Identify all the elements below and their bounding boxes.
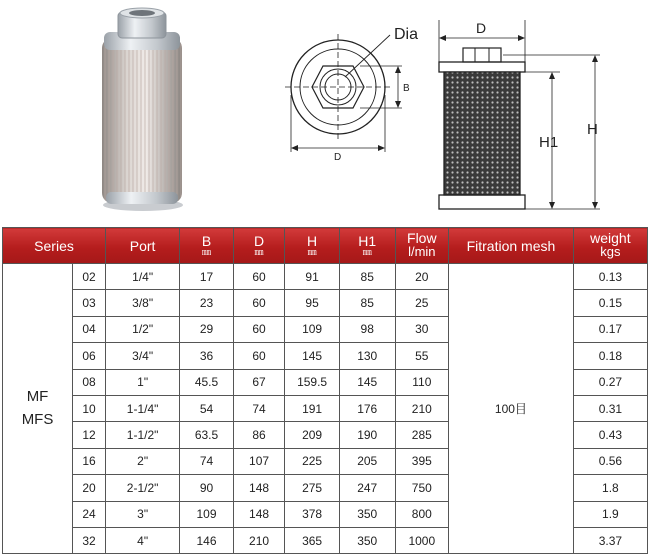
cell-flow: 110 bbox=[395, 369, 449, 395]
cell-d: 60 bbox=[233, 343, 285, 369]
cell-weight: 0.27 bbox=[573, 369, 647, 395]
cell-weight: 0.43 bbox=[573, 422, 647, 448]
cell-weight: 0.17 bbox=[573, 316, 647, 342]
table-body bbox=[3, 264, 648, 554]
cell-d: 60 bbox=[233, 290, 285, 316]
cell-flow: 55 bbox=[395, 343, 449, 369]
filter-figures bbox=[0, 0, 650, 225]
cell-h1: 176 bbox=[339, 395, 395, 421]
cell-b: 29 bbox=[180, 316, 234, 342]
cell-port: 3/4" bbox=[106, 343, 180, 369]
cell-b: 36 bbox=[180, 343, 234, 369]
cell-weight: 0.13 bbox=[573, 264, 647, 290]
cell-code: 24 bbox=[73, 501, 106, 527]
specification-table bbox=[2, 227, 648, 554]
cell-b: 45.5 bbox=[180, 369, 234, 395]
cell-port: 4" bbox=[106, 527, 180, 553]
cell-code: 16 bbox=[73, 448, 106, 474]
cell-flow: 750 bbox=[395, 475, 449, 501]
cell-code: 12 bbox=[73, 422, 106, 448]
cell-h1: 85 bbox=[339, 264, 395, 290]
cell-d: 148 bbox=[233, 475, 285, 501]
cell-b: 63.5 bbox=[180, 422, 234, 448]
cell-h1: 190 bbox=[339, 422, 395, 448]
cell-flow: 210 bbox=[395, 395, 449, 421]
table-row bbox=[3, 264, 648, 290]
cell-d: 60 bbox=[233, 316, 285, 342]
cell-flow: 1000 bbox=[395, 527, 449, 553]
cell-h: 109 bbox=[285, 316, 340, 342]
cell-d: 210 bbox=[233, 527, 285, 553]
cell-port: 1/4" bbox=[106, 264, 180, 290]
d-dimension-label-top-view: D bbox=[334, 152, 342, 163]
cell-code: 32 bbox=[73, 527, 106, 553]
header-h: H ㎜ bbox=[285, 228, 340, 264]
cell-b: 74 bbox=[180, 448, 234, 474]
h1-dimension-label: H1 bbox=[539, 134, 559, 151]
cell-d: 86 bbox=[233, 422, 285, 448]
cell-h1: 145 bbox=[339, 369, 395, 395]
cell-port: 3/8" bbox=[106, 290, 180, 316]
cell-b: 23 bbox=[180, 290, 234, 316]
header-d: D ㎜ bbox=[233, 228, 285, 264]
cell-code: 02 bbox=[73, 264, 106, 290]
cell-h1: 247 bbox=[339, 475, 395, 501]
cell-port: 1/2" bbox=[106, 316, 180, 342]
header-series: Series bbox=[3, 228, 106, 264]
cell-code: 03 bbox=[73, 290, 106, 316]
cell-h1: 350 bbox=[339, 527, 395, 553]
h-dimension-label: H bbox=[587, 121, 598, 138]
cell-h: 91 bbox=[285, 264, 340, 290]
series-name-cell bbox=[3, 264, 73, 554]
header-filtration-mesh: Fitration mesh bbox=[449, 228, 574, 264]
header-port: Port bbox=[106, 228, 180, 264]
cell-weight: 0.56 bbox=[573, 448, 647, 474]
cell-h1: 130 bbox=[339, 343, 395, 369]
header-weight: weight kgs bbox=[573, 228, 647, 264]
cell-flow: 800 bbox=[395, 501, 449, 527]
cell-h: 275 bbox=[285, 475, 340, 501]
side-view-drawing bbox=[439, 20, 600, 209]
cell-h1: 85 bbox=[339, 290, 395, 316]
d-dimension-label-side-view: D bbox=[476, 20, 487, 36]
cell-weight: 0.15 bbox=[573, 290, 647, 316]
filtration-mesh-cell: 100目 bbox=[449, 264, 574, 554]
cell-h: 209 bbox=[285, 422, 340, 448]
cell-h: 191 bbox=[285, 395, 340, 421]
top-view-drawing bbox=[285, 34, 402, 152]
cell-weight: 1.8 bbox=[573, 475, 647, 501]
series-name-line-2: MFS bbox=[21, 410, 54, 428]
cell-b: 17 bbox=[180, 264, 234, 290]
cell-port: 2" bbox=[106, 448, 180, 474]
cell-port: 1-1/4" bbox=[106, 395, 180, 421]
cell-flow: 20 bbox=[395, 264, 449, 290]
cell-code: 20 bbox=[73, 475, 106, 501]
cell-h1: 205 bbox=[339, 448, 395, 474]
cell-b: 109 bbox=[180, 501, 234, 527]
header-flow: Flow l/min bbox=[395, 228, 449, 264]
cell-d: 107 bbox=[233, 448, 285, 474]
table-header-row bbox=[3, 228, 648, 264]
cell-code: 06 bbox=[73, 343, 106, 369]
cell-code: 04 bbox=[73, 316, 106, 342]
filter-photo bbox=[102, 8, 183, 211]
cell-h: 378 bbox=[285, 501, 340, 527]
cell-b: 90 bbox=[180, 475, 234, 501]
cell-b: 54 bbox=[180, 395, 234, 421]
cell-h: 225 bbox=[285, 448, 340, 474]
cell-d: 67 bbox=[233, 369, 285, 395]
cell-weight: 1.9 bbox=[573, 501, 647, 527]
series-name-line-1: MF bbox=[26, 388, 49, 406]
cell-port: 1-1/2" bbox=[106, 422, 180, 448]
b-dimension-label: B bbox=[403, 83, 410, 94]
cell-h: 145 bbox=[285, 343, 340, 369]
cell-h1: 350 bbox=[339, 501, 395, 527]
cell-flow: 25 bbox=[395, 290, 449, 316]
cell-code: 10 bbox=[73, 395, 106, 421]
cell-code: 08 bbox=[73, 369, 106, 395]
dia-label: Dia bbox=[394, 26, 419, 43]
cell-d: 148 bbox=[233, 501, 285, 527]
cell-b: 146 bbox=[180, 527, 234, 553]
cell-weight: 0.31 bbox=[573, 395, 647, 421]
cell-weight: 0.18 bbox=[573, 343, 647, 369]
cell-d: 60 bbox=[233, 264, 285, 290]
cell-h: 159.5 bbox=[285, 369, 340, 395]
header-b: B ㎜ bbox=[180, 228, 234, 264]
cell-h1: 98 bbox=[339, 316, 395, 342]
cell-port: 2-1/2" bbox=[106, 475, 180, 501]
cell-port: 3" bbox=[106, 501, 180, 527]
cell-port: 1" bbox=[106, 369, 180, 395]
cell-h: 95 bbox=[285, 290, 340, 316]
cell-h: 365 bbox=[285, 527, 340, 553]
cell-weight: 3.37 bbox=[573, 527, 647, 553]
header-h1: H1 ㎜ bbox=[339, 228, 395, 264]
cell-flow: 30 bbox=[395, 316, 449, 342]
cell-flow: 285 bbox=[395, 422, 449, 448]
cell-flow: 395 bbox=[395, 448, 449, 474]
cell-d: 74 bbox=[233, 395, 285, 421]
